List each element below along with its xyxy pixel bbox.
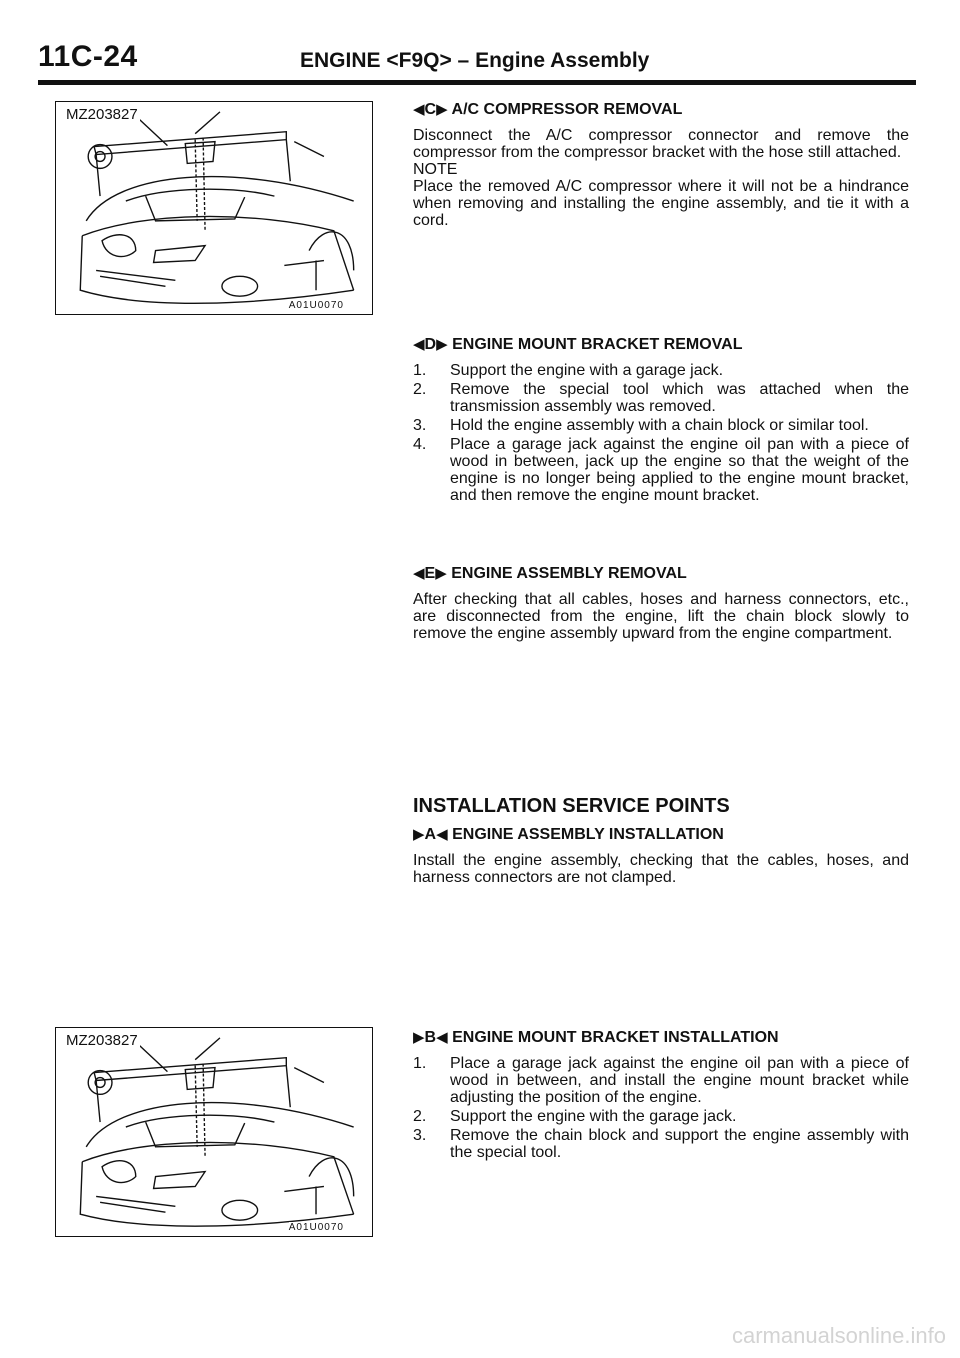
step-number: 1. (413, 362, 427, 379)
list-item (413, 362, 909, 379)
step-text: Hold the engine assembly with a chain block or similar tool. (450, 417, 869, 434)
left-triangle-icon: ◀ (436, 1029, 448, 1046)
section-heading (413, 101, 909, 118)
section-engine-mount-bracket-installation (413, 1029, 909, 1163)
step-number: 2. (413, 1108, 427, 1125)
note-text: Place the removed A/C compressor where it will not be a hindrance when removing and installing the engine assembly, and tie it with a cord. (413, 178, 909, 229)
list-item (413, 1055, 909, 1106)
step-text: Support the engine with a garage jack. (450, 362, 724, 379)
watermark: carmanualsonline.info (731, 1323, 946, 1348)
header-divider (38, 80, 916, 85)
section-heading (413, 826, 909, 843)
page-title: ENGINE <F9Q> – Engine Assembly (300, 49, 650, 72)
section-body: After checking that all cables, hoses and harness connectors, etc., are disconnected from the engine, lift the chain block slowly to remove the engine assembly upward from the engine compartment. (413, 591, 909, 642)
engine-hoist-illustration (56, 1028, 372, 1236)
page-number: 11C-24 (38, 40, 138, 73)
list-item (413, 1108, 909, 1125)
left-triangle-icon: ◀ (413, 336, 425, 353)
section-title: ENGINE MOUNT BRACKET INSTALLATION (452, 1029, 779, 1046)
step-text: Place a garage jack against the engine oil pan with a piece of wood in between, jack up the engine so that the weight of the engine is no longer being applied to the engine mount bracket, and then remove the engine mount bracket. (450, 436, 909, 504)
installation-service-points-heading: INSTALLATION SERVICE POINTS (413, 795, 730, 817)
section-body: Disconnect the A/C compressor connector and remove the compressor from the compressor bracket with the hose still attached. (413, 127, 909, 161)
section-title: ENGINE ASSEMBLY INSTALLATION (452, 826, 724, 843)
list-item (413, 417, 909, 434)
step-number: 4. (413, 436, 427, 453)
figure-engine-hoist-2 (55, 1027, 373, 1237)
step-text: Place a garage jack against the engine oil pan with a piece of wood in between, and install the engine mount bracket while adjusting the position of the engine. (450, 1055, 909, 1106)
step-list (413, 1055, 909, 1161)
figure-code: A01U0070 (288, 1222, 344, 1233)
right-triangle-icon: ▶ (436, 336, 448, 353)
section-engine-mount-bracket-removal (413, 336, 909, 506)
step-text: Remove the chain block and support the engine assembly with the special tool. (450, 1127, 909, 1161)
step-list (413, 362, 909, 504)
figure-code: A01U0070 (288, 300, 344, 311)
procedure-letter: B (424, 1029, 437, 1046)
step-number: 1. (413, 1055, 427, 1072)
left-triangle-icon: ◀ (413, 565, 425, 582)
procedure-letter: E (424, 565, 436, 582)
step-text: Support the engine with the garage jack. (450, 1108, 737, 1125)
step-text: Remove the special tool which was attached when the transmission assembly was removed. (450, 381, 909, 415)
section-engine-assembly-removal (413, 565, 909, 642)
right-triangle-icon: ▶ (435, 565, 447, 582)
note-label: NOTE (413, 161, 458, 178)
list-item (413, 436, 909, 504)
section-heading (413, 1029, 909, 1046)
tool-callout: MZ203827 (66, 106, 138, 123)
section-engine-assembly-installation (413, 826, 909, 886)
tool-callout: MZ203827 (66, 1032, 138, 1049)
list-item (413, 1127, 909, 1161)
page-header (0, 0, 960, 90)
procedure-letter: C (424, 101, 437, 118)
right-triangle-icon: ▶ (436, 101, 448, 118)
engine-hoist-illustration (56, 102, 372, 314)
section-title: ENGINE ASSEMBLY REMOVAL (451, 565, 687, 582)
procedure-letter: A (424, 826, 437, 843)
step-number: 3. (413, 417, 427, 434)
left-triangle-icon: ◀ (436, 826, 448, 843)
section-title: A/C COMPRESSOR REMOVAL (451, 101, 683, 118)
step-number: 2. (413, 381, 427, 398)
section-heading (413, 565, 909, 582)
left-triangle-icon: ◀ (413, 101, 425, 118)
right-triangle-icon: ▶ (413, 826, 425, 843)
section-body: Install the engine assembly, checking that the cables, hoses, and harness connectors are not clamped. (413, 852, 909, 886)
list-item (413, 381, 909, 415)
figure-engine-hoist-1 (55, 101, 373, 315)
procedure-letter: D (424, 336, 437, 353)
step-number: 3. (413, 1127, 427, 1144)
section-ac-compressor-removal (413, 101, 909, 229)
section-heading (413, 336, 909, 353)
right-triangle-icon: ▶ (413, 1029, 425, 1046)
section-title: ENGINE MOUNT BRACKET REMOVAL (452, 336, 743, 353)
